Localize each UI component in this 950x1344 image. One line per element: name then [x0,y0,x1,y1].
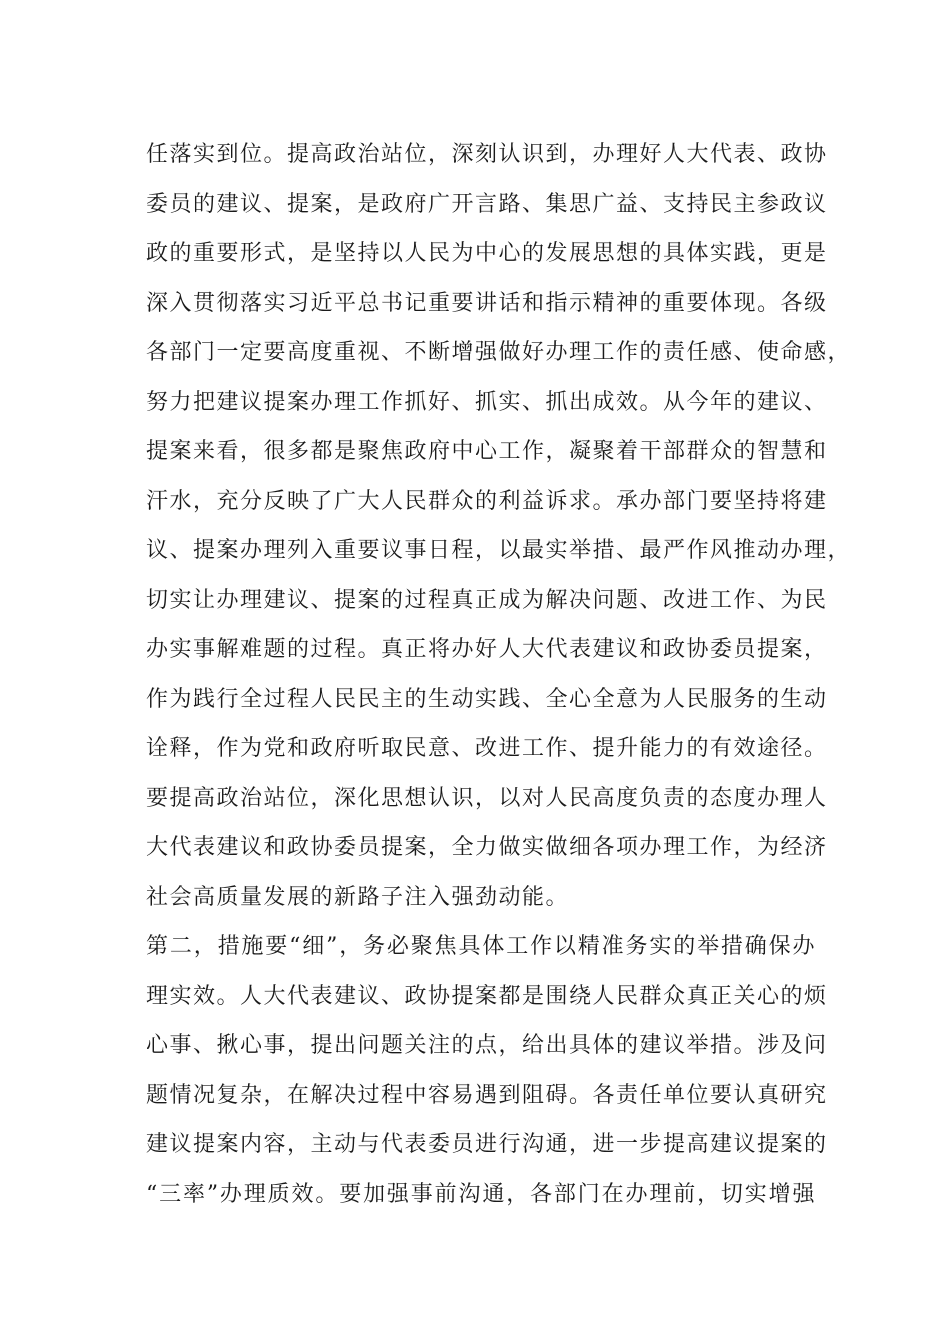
text-line: 提案来看，很多都是聚焦政府中心工作，凝聚着干部群众的智慧和 [146,439,828,464]
text-line: 办实事解难题的过程。真正将办好人大代表建议和政协委员提案， [146,637,828,662]
text-line: 深入贯彻落实习近平总书记重要讲话和指示精神的重要体现。各级 [146,290,828,316]
text-line: 作为践行全过程人民民主的生动实践、全心全意为人民服务的生动 [146,686,828,712]
text-line: 各部门一定要高度重视、不断增强做好办理工作的责任感、使命感， [146,340,852,365]
text-line: 理实效。人大代表建议、政协提案都是围绕人民群众真正关心的烦 [146,983,828,1009]
text-line: 建议提案内容，主动与代表委员进行沟通，进一步提高建议提案的 [146,1132,828,1157]
text-line: 要提高政治站位，深化思想认识，以对人民高度负责的态度办理人 [146,785,828,811]
text-line: 委员的建议、提案，是政府广开言路、集思广益、支持民主参政议 [146,191,828,217]
text-line: 社会高质量发展的新路子注入强劲动能。 [146,884,570,910]
text-line: 政的重要形式，是坚持以人民为中心的发展思想的具体实践，更是 [146,241,828,266]
text-line: 议、提案办理列入重要议事日程，以最实举措、最严作风推动办理， [146,538,852,563]
text-line: 题情况复杂，在解决过程中容易遇到阻碍。各责任单位要认真研究 [146,1082,828,1108]
text-line: 任落实到位。提高政治站位，深刻认识到，办理好人大代表、政协 [146,142,828,167]
text-line: 大代表建议和政协委员提案，全力做实做细各项办理工作，为经济 [146,835,828,860]
text-line: 切实让办理建议、提案的过程真正成为解决问题、改进工作、为民 [146,587,828,613]
text-line: “三率”办理质效。要加强事前沟通，各部门在办理前，切实增强 [146,1181,816,1207]
text-line: 努力把建议提案办理工作抓好、抓实、抓出成效。从今年的建议、 [146,389,828,415]
text-line: 诠释，作为党和政府听取民意、改进工作、提升能力的有效途径。 [146,736,828,761]
text-line: 汗水，充分反映了广大人民群众的利益诉求。承办部门要坚持将建 [146,488,828,514]
body-text [146,130,852,1219]
section-heading-line: 第二，措施要“细”，务必聚焦具体工作以精准务实的举措确保办 [146,934,816,959]
text-line: 心事、揪心事，提出问题关注的点，给出具体的建议举措。涉及问 [146,1033,828,1058]
